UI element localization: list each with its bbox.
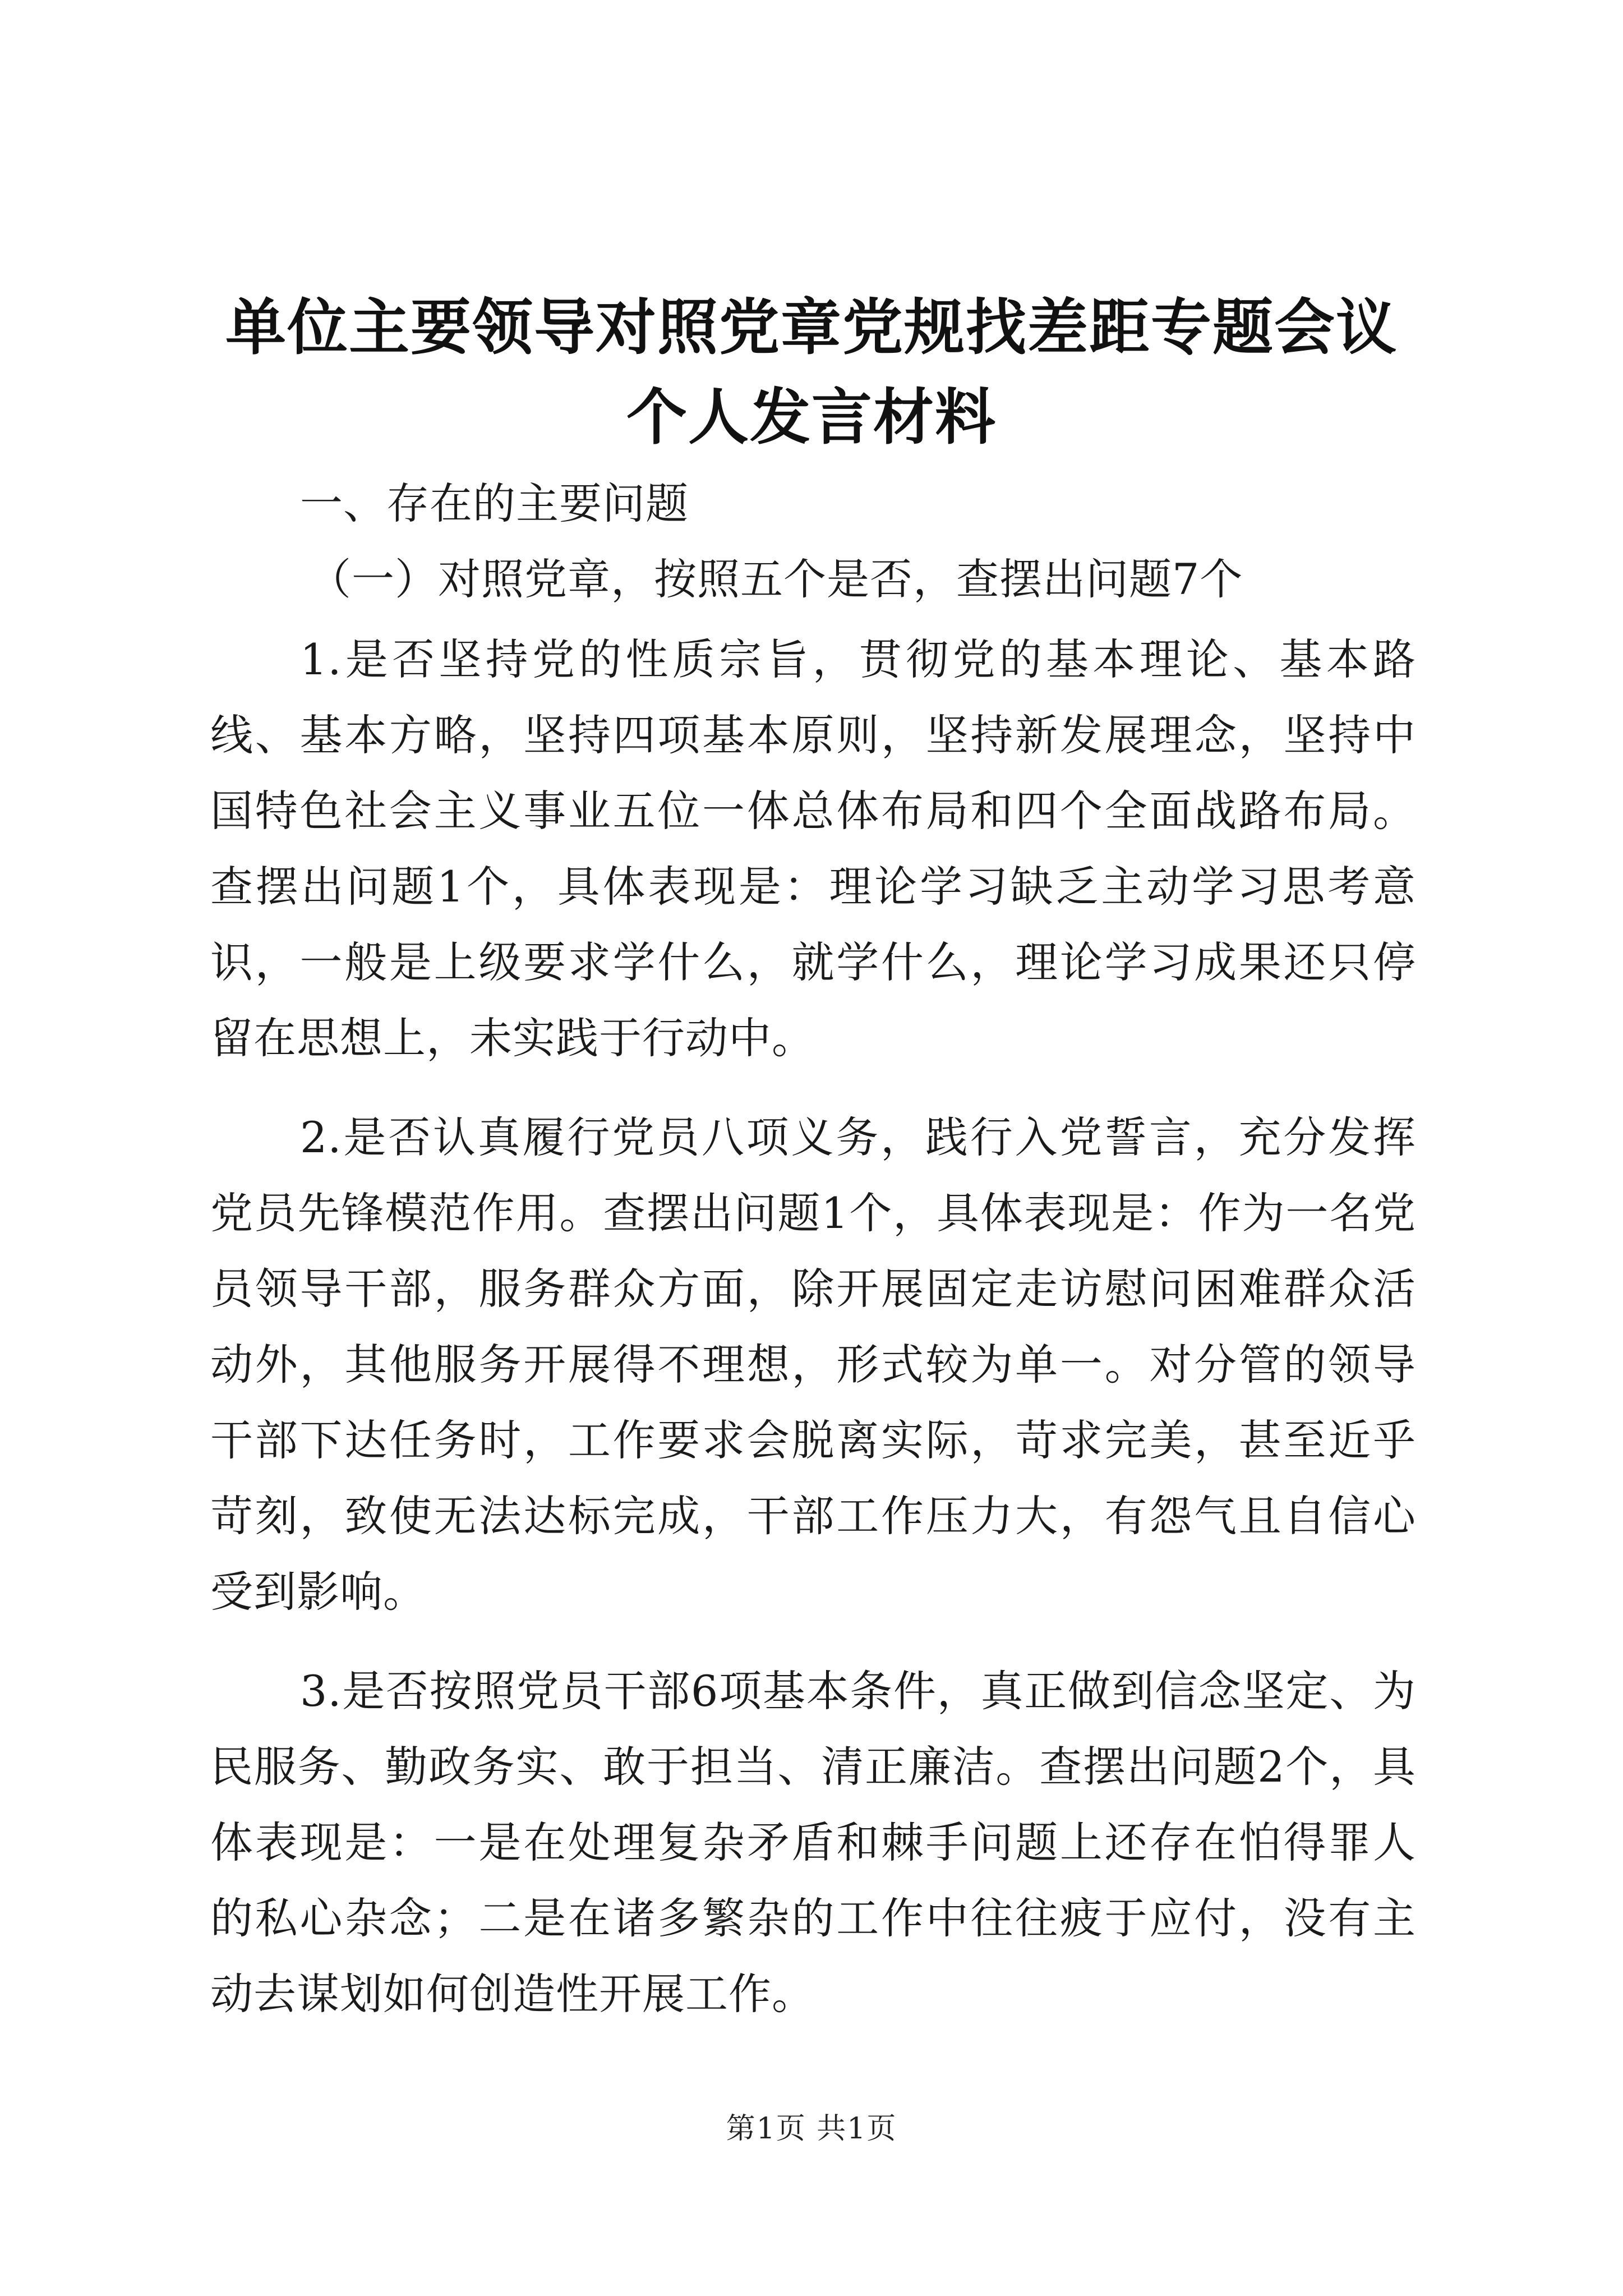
section-subheading: （一）对照党章，按照五个是否，查摆出问题7个 — [308, 554, 1243, 604]
paragraph-item-3: 3.是否按照党员干部6项基本条件，真正做到信念坚定、为民服务、勤政务实、敢于担当、清正廉洁。查摆出问题2个，具体表现是：一是在处理复杂矛盾和棘手问题上还存在怕得罪人的私心杂念；二是在诸多繁杂的工作中往往疲于应付，没有主动去谋划如何创造性开展工作。 — [210, 1666, 1416, 2019]
paragraph-item-1: 1.是否坚持党的性质宗旨，贯彻党的基本理论、基本路线、基本方略，坚持四项基本原则，坚持新发展理念，坚持中国特色社会主义事业五位一体总体布局和四个全面战路布局。查摆出问题1个，具体表现是：理论学习缺乏主动学习思考意识，一般是上级要求学什么，就学什么，理论学习成果还只停留在思想上，未实践于行动中。 — [210, 634, 1416, 1063]
document-body — [210, 466, 1416, 2055]
paragraph-item-2: 2.是否认真履行党员八项义务，践行入党誓言，充分发挥党员先锋模范作用。查摆出问题1个，具体表现是：作为一名党员领导干部，服务群众方面，除开展固定走访慰问困难群众活动外，其他服务开展得不理想，形式较为单一。对分管的领导干部下达任务时，工作要求会脱离实际，苛求完美，甚至近乎苛刻，致使无法达标完成，干部工作压力大，有怨气且自信心受到影响。 — [210, 1112, 1416, 1617]
document-title: 单位主要领导对照党章党规找差距专题会议个人发言材料 — [225, 293, 1398, 453]
section-heading: 一、存在的主要问题 — [300, 478, 689, 528]
page-footer: 第1页 共1页 — [726, 2112, 897, 2146]
